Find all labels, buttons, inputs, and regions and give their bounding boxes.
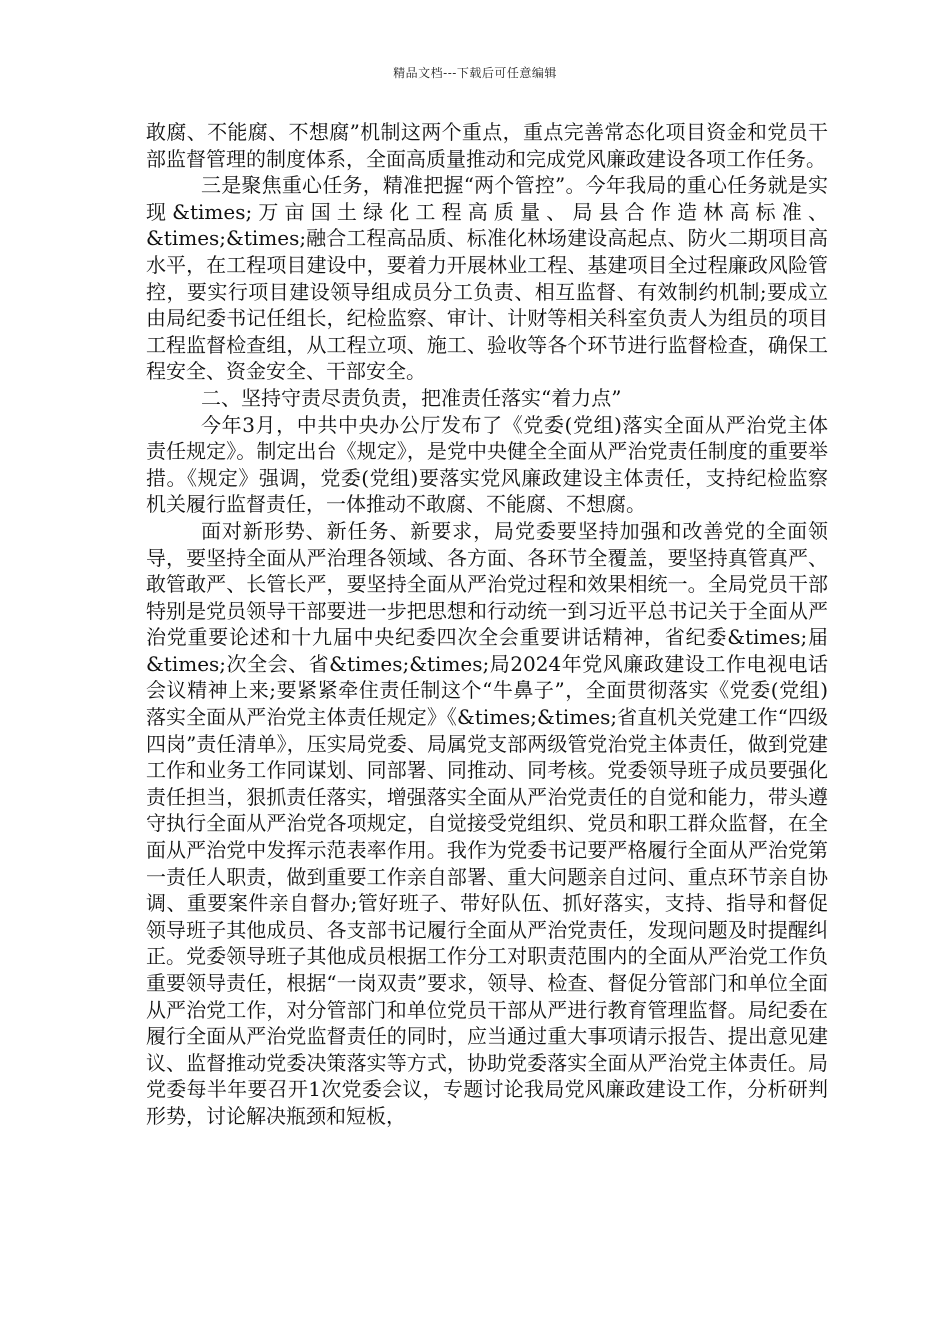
paragraph-3: 今年3月，中共中央办公厅发布了《党委(党组)落实全面从严治党主体责任规定》。制定出台《规定》，是党中央健全全面从严治党责任制度的重要举措。《规定》强调，党委(党组)要落实党风廉政建设主体责任，支持纪检监察机关履行监督责任，一体推动不敢腐、不能腐、不想腐。: [146, 412, 828, 517]
document-body: [146, 119, 828, 1130]
paragraph-1: 敢腐、不能腐、不想腐”机制这两个重点，重点完善常态化项目资金和党员干部监督管理的制度体系，全面高质量推动和完成党风廉政建设各项工作任务。: [146, 120, 828, 171]
section-heading: 二、坚持守责尽责负责，把准责任落实“着力点”: [201, 385, 622, 410]
page-header: 精品文档---下载后可任意编辑: [393, 66, 557, 80]
paragraph-2: 三是聚焦重心任务，精准把握“两个管控”。今年我局的重心任务就是实现&times;万亩国土绿化工程高质量、局县合作造林高标准、&times;&times;融合工程高品质、标准化林场建设高起点、防火二期项目高水平，在工程项目建设中，要着力开展林业工程、基建项目全过程廉政风险管控，要实行项目建设领导组成员分工负责、相互监督、有效制约机制;要成立由局纪委书记任组长，纪检监察、审计、计财等相关科室负责人为组员的项目工程监督检查组，从工程立项、施工、验收等各个环节进行监督检查，确保工程安全、资金安全、干部安全。: [146, 173, 828, 384]
paragraph-4: 面对新形势、新任务、新要求，局党委要坚持加强和改善党的全面领导，要坚持全面从严治理各领域、各方面、各环节全覆盖，要坚持真管真严、敢管敢严、长管长严，要坚持全面从严治党过程和效果相统一。全局党员干部特别是党员领导干部要进一步把思想和行动统一到习近平总书记关于全面从严治党重要论述和十九届中央纪委四次全会重要讲话精神，省纪委&times;届&times;次全会、省&times;&times;局2024年党风廉政建设工作电视电话会议精神上来;要紧紧牵住责任制这个“牛鼻子”，全面贯彻落实《党委(党组)落实全面从严治党主体责任规定》《&times;&times;省直机关党建工作“四级四岗”责任清单》，压实局党委、局属党支部两级管党治党主体责任，做到党建工作和业务工作同谋划、同部署、同推动、同考核。党委领导班子成员要强化责任担当，狠抓责任落实，增强落实全面从严治党责任的自觉和能力，带头遵守执行全面从严治党各项规定，自觉接受党组织、党员和职工群众监督，在全面从严治党中发挥示范表率作用。我作为党委书记要严格履行全面从严治党第一责任人职责，做到重要工作亲自部署、重大问题亲自过问、重点环节亲自协调、重要案件亲自督办;管好班子、带好队伍、抓好落实，支持、指导和督促领导班子其他成员、各支部书记履行全面从严治党责任，发现问题及时提醒纠正。党委领导班子其他成员根据工作分工对职责范围内的全面从严治党工作负重要领导责任，根据“一岗双责”要求，领导、检查、督促分管部门和单位全面从严治党工作，对分管部门和单位党员干部从严进行教育管理监督。局纪委在履行全面从严治党监督责任的同时，应当通过重大事项请示报告、提出意见建议、监督推动党委决策落实等方式，协助党委落实全面从严治党主体责任。局党委每半年要召开1次党委会议，专题讨论我局党风廉政建设工作，分析研判形势，讨论解决瓶颈和短板，: [146, 518, 828, 1128]
